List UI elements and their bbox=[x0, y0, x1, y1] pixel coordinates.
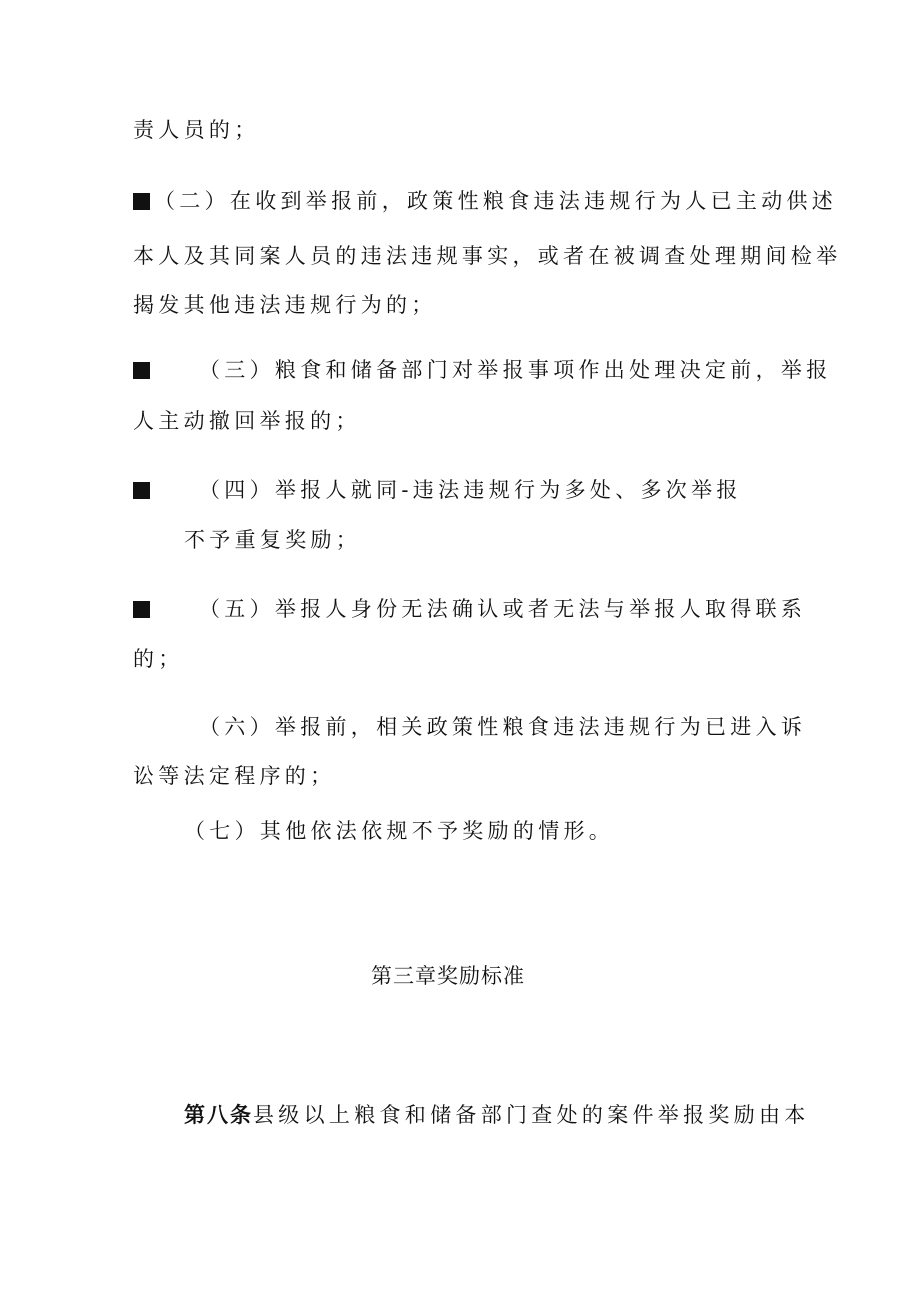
bullet-square-icon bbox=[133, 193, 150, 210]
list-item-5-line-2: 的； bbox=[133, 647, 184, 671]
list-item-4-line-1: （四）举报人就同-违法违规行为多处、多次举报 bbox=[199, 478, 742, 502]
bullet-square-icon bbox=[133, 482, 150, 499]
list-item-3-line-2: 人主动撤回举报的； bbox=[133, 409, 361, 433]
list-item-2-line-3: 揭发其他违法违规行为的； bbox=[133, 293, 437, 317]
list-item-7: （七）其他依法依规不予奖励的情形。 bbox=[184, 819, 615, 843]
list-item-2-line-2: 本人及其同案人员的违法违规事实，或者在被调查处理期间检举 bbox=[133, 244, 842, 268]
list-item-6-line-2: 讼等法定程序的； bbox=[133, 764, 336, 788]
list-item-4-line-2: 不予重复奖励； bbox=[184, 528, 362, 552]
list-item-5-line-1: （五）举报人身份无法确认或者无法与举报人取得联系 bbox=[199, 597, 807, 621]
bullet-square-icon bbox=[133, 362, 150, 379]
list-item-6-line-1: （六）举报前，相关政策性粮食违法违规行为已进入诉 bbox=[199, 715, 807, 739]
list-item-3-line-1: （三）粮食和储备部门对举报事项作出处理决定前，举报 bbox=[199, 358, 832, 382]
article-8-line bbox=[184, 1101, 810, 1129]
article-text: 县级以上粮食和储备部门查处的案件举报奖励由本 bbox=[253, 1103, 810, 1127]
list-item-2-line-1: （二）在收到举报前，政策性粮食违法违规行为人已主动供述 bbox=[154, 189, 838, 213]
chapter-title: 第三章奖励标准 bbox=[371, 964, 525, 988]
text-line: 责人员的； bbox=[133, 118, 260, 142]
article-label: 第八条 bbox=[184, 1102, 253, 1127]
bullet-square-icon bbox=[133, 601, 150, 618]
